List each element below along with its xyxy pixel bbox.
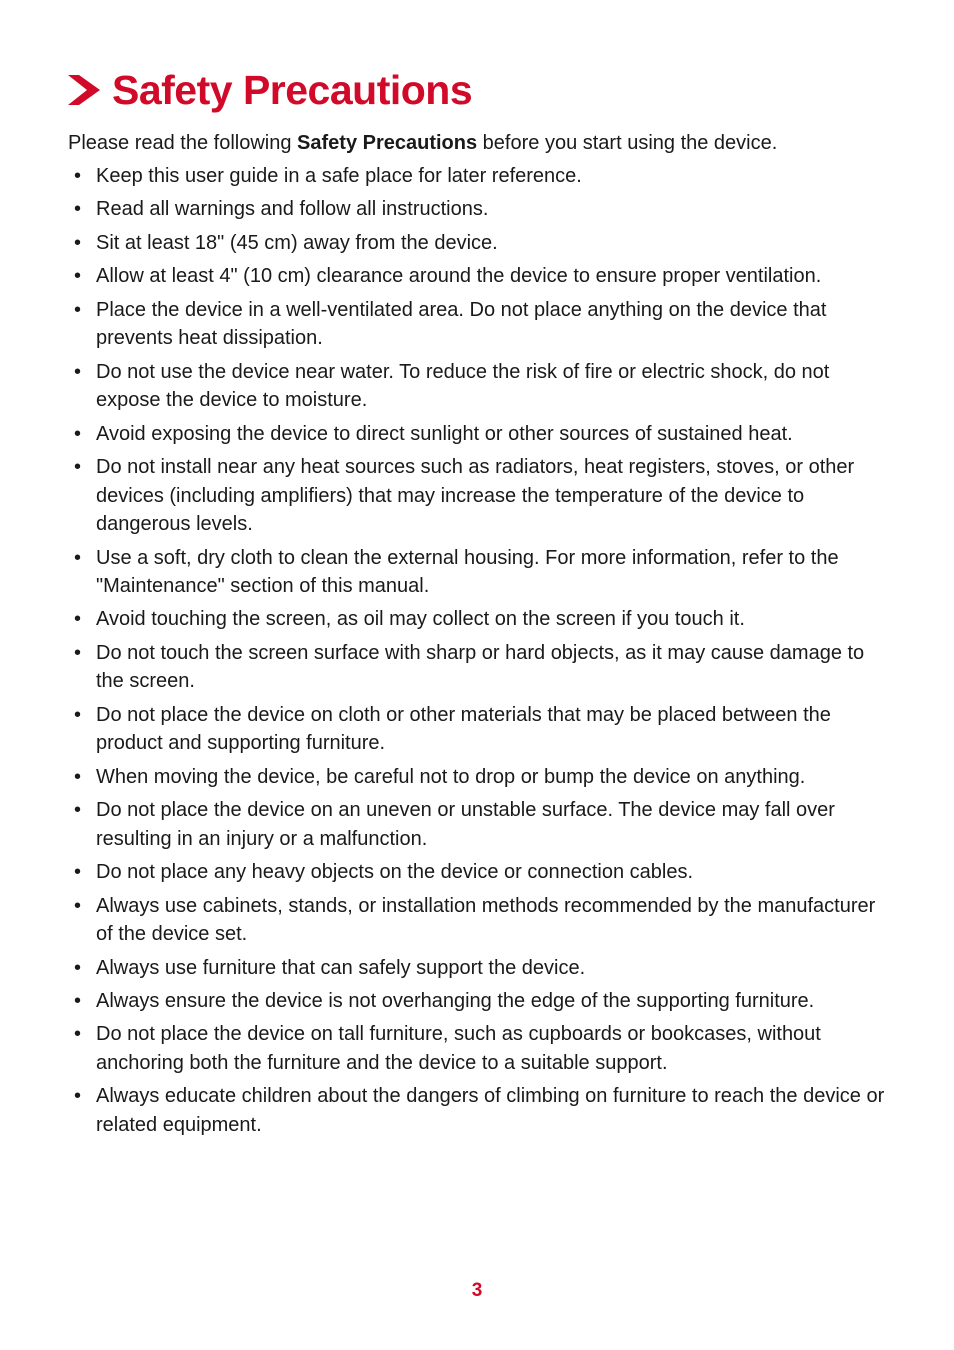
bullet-icon: • [74, 1085, 82, 1108]
list-item-text: When moving the device, be careful not to drop or bump the device on anything. [96, 765, 806, 788]
bullet-icon: • [74, 894, 82, 917]
list-item-text: Read all warnings and follow all instructions. [96, 198, 489, 221]
bullet-icon: • [74, 298, 82, 321]
bullet-icon: • [74, 641, 82, 664]
list-item [74, 544, 886, 601]
list-item-text: Do not place the device on tall furniture, such as cupboards or bookcases, without anchoring both the furniture and the device to a suitable support. [96, 1023, 821, 1074]
bullet-icon: • [74, 608, 82, 631]
bullet-icon: • [74, 360, 82, 383]
list-item [74, 987, 886, 1016]
intro-paragraph [68, 129, 888, 158]
page-title: Safety Precautions [112, 67, 473, 113]
list-item [74, 701, 886, 758]
list-item-text: Do not touch the screen surface with sharp or hard objects, as it may cause damage to the screen. [96, 641, 865, 693]
bullet-icon: • [74, 455, 82, 478]
bullet-icon: • [74, 198, 82, 221]
list-item [74, 1082, 886, 1139]
bullet-icon: • [74, 703, 82, 726]
list-item [74, 796, 886, 853]
bullet-icon: • [74, 799, 82, 822]
list-item-text: Do not place the device on cloth or other materials that may be placed between the product and supporting furniture. [96, 703, 831, 755]
list-item-text: Do not install near any heat sources such as radiators, heat registers, stoves, or other devices (including amplifiers) that may increase the temperature of the device to dangerous levels. [96, 455, 855, 536]
list-item-text: Avoid exposing the device to direct sunlight or other sources of sustained heat. [96, 422, 793, 445]
list-item [74, 605, 886, 634]
bullet-icon: • [74, 546, 82, 569]
list-item-text: Place the device in a well-ventilated area. Do not place anything on the device that prevents heat dissipation. [96, 298, 827, 350]
list-item [74, 358, 886, 415]
list-item-text: Always use cabinets, stands, or installation methods recommended by the manufacturer of the device set. [96, 894, 876, 946]
intro-text-before: Please read the following [68, 132, 298, 154]
intro-text-bold: Safety Precautions [297, 132, 478, 154]
precautions-list [74, 162, 886, 1144]
bullet-icon: • [74, 989, 82, 1012]
list-item [74, 195, 886, 224]
list-item [74, 162, 886, 191]
list-item-text: Use a soft, dry cloth to clean the external housing. For more information, refer to the "Maintenance" section of this manual. [96, 546, 839, 598]
bullet-icon: • [74, 1023, 82, 1046]
list-item-text: Do not place the device on an uneven or unstable surface. The device may fall over resulting in an injury or a malfunction. [96, 799, 835, 850]
list-item [74, 296, 886, 353]
bullet-icon: • [74, 956, 82, 979]
list-item-text: Allow at least 4" (10 cm) clearance around the device to ensure proper ventilation. [96, 265, 822, 288]
bullet-icon: • [74, 265, 82, 288]
section-heading [66, 62, 472, 118]
list-item [74, 1020, 886, 1077]
list-item-text: Always educate children about the dangers of climbing on furniture to reach the device or related equipment. [96, 1085, 885, 1136]
list-item-text: Always ensure the device is not overhanging the edge of the supporting furniture. [96, 989, 815, 1012]
list-item-text: Sit at least 18" (45 cm) away from the device. [96, 231, 498, 254]
list-item [74, 262, 886, 291]
list-item [74, 892, 886, 949]
bullet-icon: • [74, 231, 82, 254]
list-item [74, 453, 886, 539]
list-item-text: Always use furniture that can safely support the device. [96, 956, 586, 979]
intro-text-after: before you start using the device. [477, 132, 778, 154]
list-item [74, 954, 886, 983]
list-item-text: Keep this user guide in a safe place for later reference. [96, 165, 582, 187]
list-item [74, 420, 886, 449]
bullet-icon: • [74, 765, 82, 788]
list-item [74, 229, 886, 258]
list-item-text: Do not use the device near water. To reduce the risk of fire or electric shock, do not expose the device to moisture. [96, 360, 830, 412]
bullet-icon: • [74, 165, 82, 187]
list-item-text: Do not place any heavy objects on the device or connection cables. [96, 861, 694, 884]
bullet-icon: • [74, 422, 82, 445]
page-number: 3 [471, 1280, 483, 1301]
list-item [74, 858, 886, 887]
list-item-text: Avoid touching the screen, as oil may collect on the screen if you touch it. [96, 608, 745, 631]
list-item [74, 763, 886, 792]
chevron-right-icon [66, 72, 102, 108]
bullet-icon: • [74, 861, 82, 884]
list-item [74, 639, 886, 696]
